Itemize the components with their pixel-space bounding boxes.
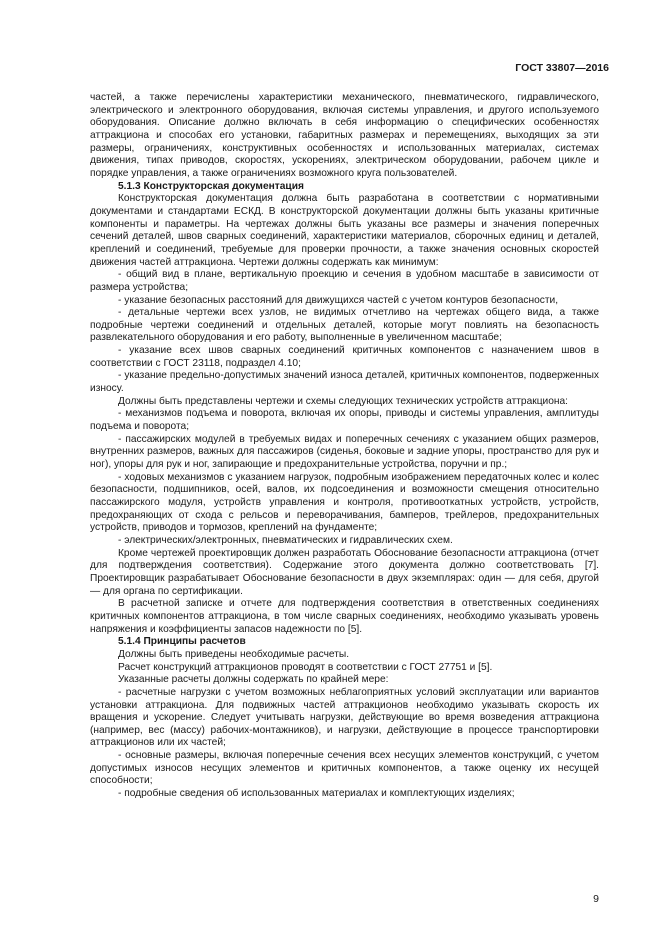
list-item: - механизмов подъема и поворота, включая их опоры, приводы и системы управления, амплитуды подъема и поворота; bbox=[90, 408, 599, 433]
list-item: - подробные сведения об использованных материалах и комплектующих изделиях; bbox=[118, 788, 515, 800]
paragraph: Кроме чертежей проектировщик должен разработать Обоснование безопасности аттракциона (отчет для подтверждения соответствия). Содержание этого документа должно соответствовать [7]. Проектировщик разрабатывает Обоснование безопасности в двух экземплярах: один — для себя, другой — для органа по сертификации. bbox=[90, 547, 599, 597]
list-item: - детальные чертежи всех узлов, не видимых отчетливо на чертежах общего вида, а также подробные чертежи соединений и отдельных деталей, которые могут повлиять на безопасность развлекательного оборудования и его работу, выполненные в увеличенном масштабе; bbox=[90, 307, 599, 344]
main-text bbox=[90, 92, 599, 801]
paragraph: частей, а также перечислены характеристики механического, пневматического, гидравлического, электрического и электронного оборудования, включая системы управления, и другого используемого оборудования. Описание должно включать в себя информацию о специфических особенностях аттракциона и способах его установки, габаритных размерах и перемещениях, выходящих за эти размеры, ограничениях, конструктивных особенностях и использованных материалах, системах движения, типах приводов, скоростях, ускорениях, электрическом оборудовании, рабочем цикле и порядке управления, а также ограничениях возможного круга пользователей. bbox=[90, 92, 599, 179]
list-item: - основные размеры, включая поперечные сечения всех несущих элементов конструкций, с учетом допустимых износов несущих элементов и критичных компонентов, а также оценку их несущей способности; bbox=[90, 750, 599, 787]
list-item: - указание всех швов сварных соединений критичных компонентов с назначением швов в соответствии с ГОСТ 23118, подраздел 4.10; bbox=[90, 345, 599, 369]
list-item: - указание безопасных расстояний для движущихся частей с учетом контуров безопасности, bbox=[118, 294, 559, 306]
document-code: ГОСТ 33807—2016 bbox=[515, 62, 609, 74]
list-item: - пассажирских модулей в требуемых видах и поперечных сечениях с указанием общих размеров, внутренних размеров, важных для пассажиров (сиденья, боковые и задние упоры, пространство для рук и ног), упоры для рук и ног, запирающие и предохранительные устройства, поручни и пр.; bbox=[90, 433, 599, 471]
paragraph: Должны быть представлены чертежи и схемы следующих технических устройств аттракциона: bbox=[118, 395, 569, 407]
list-item: - расчетные нагрузки с учетом возможных неблагоприятных условий эксплуатации или вариантов установки аттракциона. Для подвижных частей аттракционов необходимо указывать скорость их вращения и ускорение. Следует учитывать нагрузки, действующие во время возведения аттракциона (например, вес (массу) рабочих-монтажников), и нагрузки, действующие в процессе транспортировки аттракционов или их частей; bbox=[90, 686, 599, 749]
section-heading: 5.1.4 Принципы расчетов bbox=[118, 636, 246, 648]
list-item: - указание предельно-допустимых значений износа деталей, критичных компонентов, подверженных износу. bbox=[90, 370, 599, 395]
paragraph: Должны быть приведены необходимые расчеты. bbox=[118, 648, 350, 660]
list-item: - ходовых механизмов с указанием нагрузок, подробным изображением передаточных колес и колес безопасности, подшипников, осей, валов, их подсоединения и возможности смещения относительно пассажирского модуля, устройств управления и контроля, противооткатных устройств, устройств, предохраняющих от схода с рельсов и переворачивания, бамперов, трейлеров, предохранительных устройств, приводов и тормозов, креплений на фундаменте; bbox=[90, 471, 599, 534]
list-item: - общий вид в плане, вертикальную проекцию и сечения в удобном масштабе в зависимости от размера устройства; bbox=[90, 269, 599, 293]
section-heading: 5.1.3 Конструкторская документация bbox=[118, 180, 304, 192]
paragraph: Указанные расчеты должны содержать по крайней мере: bbox=[118, 674, 389, 686]
paragraph: В расчетной записке и отчете для подтверждения соответствия в ответственных соединениях критичных компонентов аттракциона, в том числе сварных соединениях, необходимо указывать уровень напряжения и коэффициенты запасов надежности по [5]. bbox=[90, 598, 599, 635]
page-number: 9 bbox=[593, 893, 599, 905]
list-item: - электрических/электронных, пневматических и гидравлических схем. bbox=[118, 534, 453, 546]
paragraph: Расчет конструкций аттракционов проводят в соответствии с ГОСТ 27751 и [5]. bbox=[118, 661, 493, 673]
paragraph: Конструкторская документация должна быть разработана в соответствии с нормативными документами и стандартами ЕСКД. В конструкторской документации должны быть указаны критичные компоненты и параметры. На чертежах должны быть указаны все размеры и значения поперечных сечений деталей, швов сварных соединений, характеристики материалов, сборочных единиц и деталей, креплений и соединений, требуемые для проверки прочности, а также значения основных скоростей движения частей аттракциона. Чертежи должны содержать как минимум: bbox=[90, 193, 599, 268]
